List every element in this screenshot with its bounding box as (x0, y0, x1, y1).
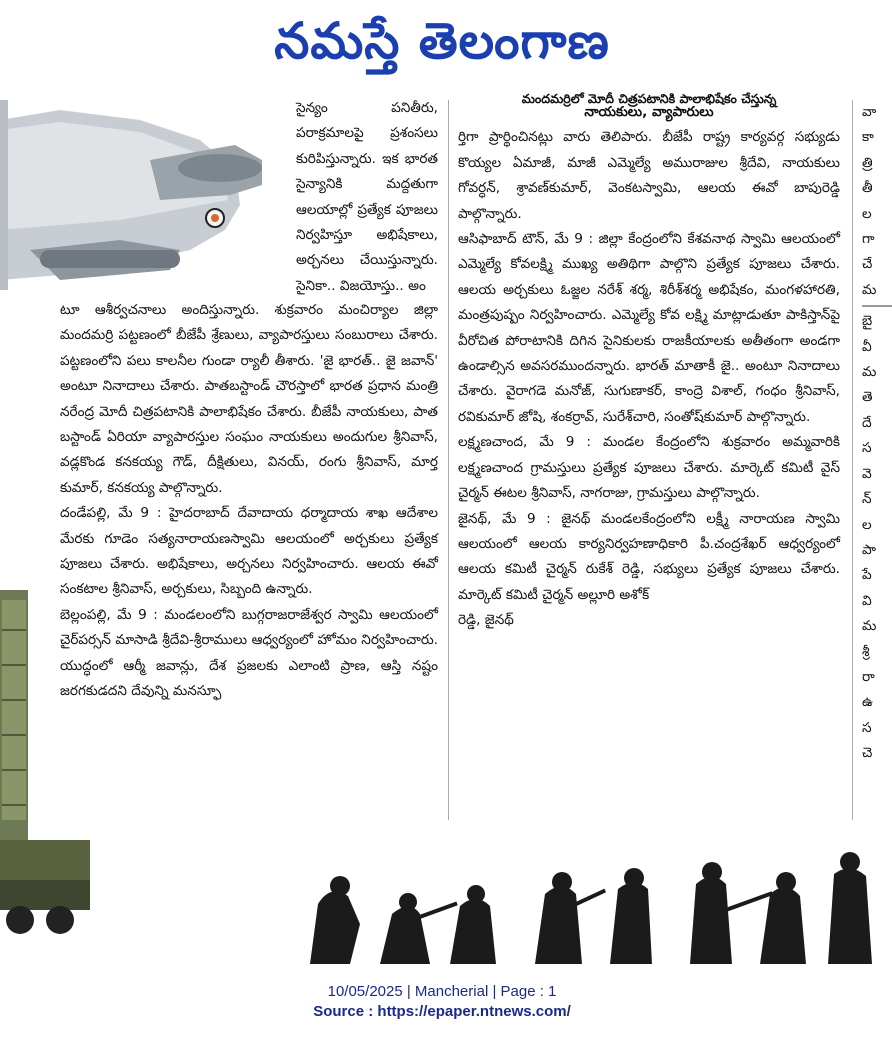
footer-date-edition: 10/05/2025 | Mancherial | Page : 1 (327, 983, 557, 1000)
column-3-line: వె (862, 465, 872, 482)
column-3-line: వి (862, 592, 872, 609)
column-3-line: చె (862, 745, 873, 762)
column-2-paragraph-4: జైనథ్, మే 9 : జైనథ్ మండలకేంద్రంలోని లక్ష్మీ నారాయణ స్వామి ఆలయంలో ఆలయ కార్యనిర్వహణాధికారి పీ.చంద్రశేఖర్ ఆధ్వర్యంలో ఆలయ కమిటీ చైర్మన్ రుకేశ్ రెడ్డి, సభ్యులు ప్రత్యేక పూజలు చేశారు. మార్కెట్ కమిటీ చైర్మన్ అల్లూరి అశోక్ (458, 510, 840, 603)
article-area (0, 91, 884, 964)
column-3-line: బై (862, 313, 873, 330)
column-3-line: ల (862, 205, 872, 222)
column-2-paragraph-5: రెడ్డి, జైనథ్ (458, 612, 514, 629)
footer-source: Source : https://epaper.ntnews.com/ (313, 1003, 571, 1020)
column-3-line: వీ (862, 338, 872, 355)
column-2-paragraph-3: లక్ష్మణచాంద, మే 9 : మండల కేంద్రంలోని శుక్రవారం అమ్మవారికి లక్ష్మణచాంద గ్రామస్తులు ప్రత్యేక పూజలు చేశారు. మార్కెట్ కమిటీ వైస్ చైర్మన్ ఈటల శ్రీనివాస్, నాగరాజు, గ్రామస్తులు పాల్గొన్నారు. (458, 434, 840, 502)
column-3-line: రా (862, 668, 875, 685)
photo-caption: నాయకులు, వ్యాపారులు (584, 104, 714, 120)
column-3-line: ఉ (862, 694, 873, 711)
page-footer (0, 982, 884, 1022)
column-3-clipped (862, 100, 884, 920)
soldier-silhouettes-image (300, 844, 884, 964)
column-3-line: ల (862, 516, 872, 533)
column-3-line: స (862, 440, 872, 457)
column-3-line: కా (862, 129, 874, 146)
column-3-line: మ (862, 281, 877, 298)
column-3-line: స (862, 719, 872, 736)
column-3-line: మ (862, 364, 877, 381)
column-3-line: తీ (862, 180, 873, 197)
column-3-line: త్రి (862, 154, 873, 171)
column-1-paragraph-3: బెల్లంపల్లి, మే 9 : మండలంలోని బుగ్గరాజరాజేశ్వర స్వామి ఆలయంలో చైర్‌పర్సన్ మాసాడి శ్రీదేవి-శ్రీరాములు ఆధ్వర్యంలో హోమం నిర్వహించారు. యుద్ధంలో ఆర్మీ జవాన్లు, దేశ ప్రజలకు ఎలాంటి ప్రాణ, ఆస్తి నష్టం జరగకుడదని దేవున్ని మనస్ఫూ (60, 606, 438, 700)
column-3-line: పే (862, 567, 872, 584)
column-3-line: తె (862, 389, 873, 406)
column-3-line: గా (862, 231, 875, 248)
column-1-paragraph-2: దండేపల్లి, మే 9 : హైదరాబాద్ దేవాదాయ ధర్మాదాయ శాఖ ఆదేశాల మేరకు గూడెం సత్యనారాయణస్వామి ఆలయంలో అర్చకులు ప్రత్యేక పూజలు చేశారు. అభిషేకాలు, అర్చనలు నిర్వహించారు. ఆలయ ఈవో సంకటాల శ్రీనివాస్, అర్చకులు, సిబ్బంది ఉన్నారు. (60, 505, 438, 598)
column-3-line: చే (862, 256, 873, 273)
column-3-line: మ (862, 618, 877, 635)
fighter-jet-image (0, 100, 280, 290)
column-3-line: దే (862, 414, 872, 431)
masthead (0, 6, 884, 76)
column-2-paragraph-2: ఆసిఫాబాద్ టౌన్, మే 9 : జిల్లా కేంద్రంలోని కేశవనాథ స్వామి ఆలయంలో ఎమ్మెల్యే కోవలక్ష్మి ముఖ్య అతిథిగా పాల్గొని ప్రత్యేక పూజలు చేశారు. ఆలయ అర్చకులు ఓజ్జల నరేశ్ శర్మ, శిరీశ్‌శర్మ అభిషేకం, మంగళహారతి, మంత్రపుష్పం నిర్వహించారు. ఎమ్మెల్యే కోవ లక్ష్మి మాట్లాడుతూ పాకిస్తాన్‌పై వీరోచిత పోరాటానికి దిగిన సైనికులకు రాజకీయాలకు అతీతంగా అండగా ఉండాల్సిన అవసరముందన్నారు. భారత్ మాతాకీ జై.. అంటూ నినాదాలు చేశారు. వైరాగడె మనోజ్, సుగుణాకర్, కాంద్రె విశాల్, గంధం శ్రీనివాస్, రవికుమార్ జోషి, శంకర్రావ్, సురేశ్‌చారి, సంతోష్‌కుమార్ పాల్గొన్నారు. (458, 231, 840, 425)
column-1-paragraph-1: టూ ఆశీర్వచనాలు అందిస్తున్నారు. శుక్రవారం మంచిర్యాల జిల్లా మందమర్రి పట్టణంలో బీజేపీ శ్రేణులు, వ్యాపారస్తులు సంబురాలు చేశారు. పట్టణంలోని పలు కాలనీల గుండా ర్యాలీ తీశారు. 'జై భారత్.. జై జవాన్' అంటూ నినాదాలు చేశారు. పాతబస్టాండ్ చౌరస్తాలో భారత ప్రధాన మంత్రి నరేంద్ర మోదీ చిత్రపటానికి పాలాభిషేకం చేశారు. బీజేపీ నాయకులు, పాత బస్టాండ్ ఏరియా వ్యాపారస్తుల సంఘం నాయకులు అందుగుల శ్రీనివాస్, వడ్లకొండ కనకయ్య గౌడ్, దీక్షితులు, వినయ్, రంగు శ్రీనివాస్, మార్త కుమార్, కనకయ్య పాల్గొన్నారు. (60, 302, 438, 496)
column-divider (852, 100, 853, 820)
column-3-line (862, 305, 892, 307)
column-3-line: వా (862, 104, 877, 120)
column-1-body (60, 298, 438, 705)
column-3-line: న్ (862, 491, 872, 508)
column-1-intro-text: సైన్యం పనితీరు, పరాక్రమాలపై ప్రశంసలు కురిపిస్తున్నారు. ఇక భారత సైన్యానికి మద్దతుగా ఆలయాల్లో ప్రత్యేక పూజలు నిర్వహిస్తూ అభిషేకాలు, అర్చనలు చేయిస్తున్నారు. సైనికా.. విజయోస్తు.. అం (296, 100, 438, 294)
column-1-top (296, 96, 438, 299)
newspaper-title: నమస్తే తెలంగాణ (274, 12, 610, 70)
column-3-line: పా (862, 541, 877, 558)
column-3-line: శ్రీ (862, 643, 870, 660)
column-divider (448, 100, 449, 820)
column-2 (458, 91, 840, 634)
photo-caption-top-line: మందమర్రిలో మోదీ చిత్రపటానికి పాలాభిషేకం చేస్తున్న (521, 91, 777, 106)
column-2-paragraph-1: ర్తిగా ప్రార్థించినట్లు వారు తెలిపారు. బీజేపీ రాష్ట్ర కార్యవర్గ సభ్యుడు కొయ్యల ఏమాజీ, మాజీ ఎమ్మెల్యే అమురాజుల శ్రీదేవి, నాయకులు గోవర్ధన్, శ్రావణ్‌కుమార్, వెంకటస్వామి, ఆలయ ఈవో బాపురెడ్డి పాల్గొన్నారు. (458, 129, 840, 222)
